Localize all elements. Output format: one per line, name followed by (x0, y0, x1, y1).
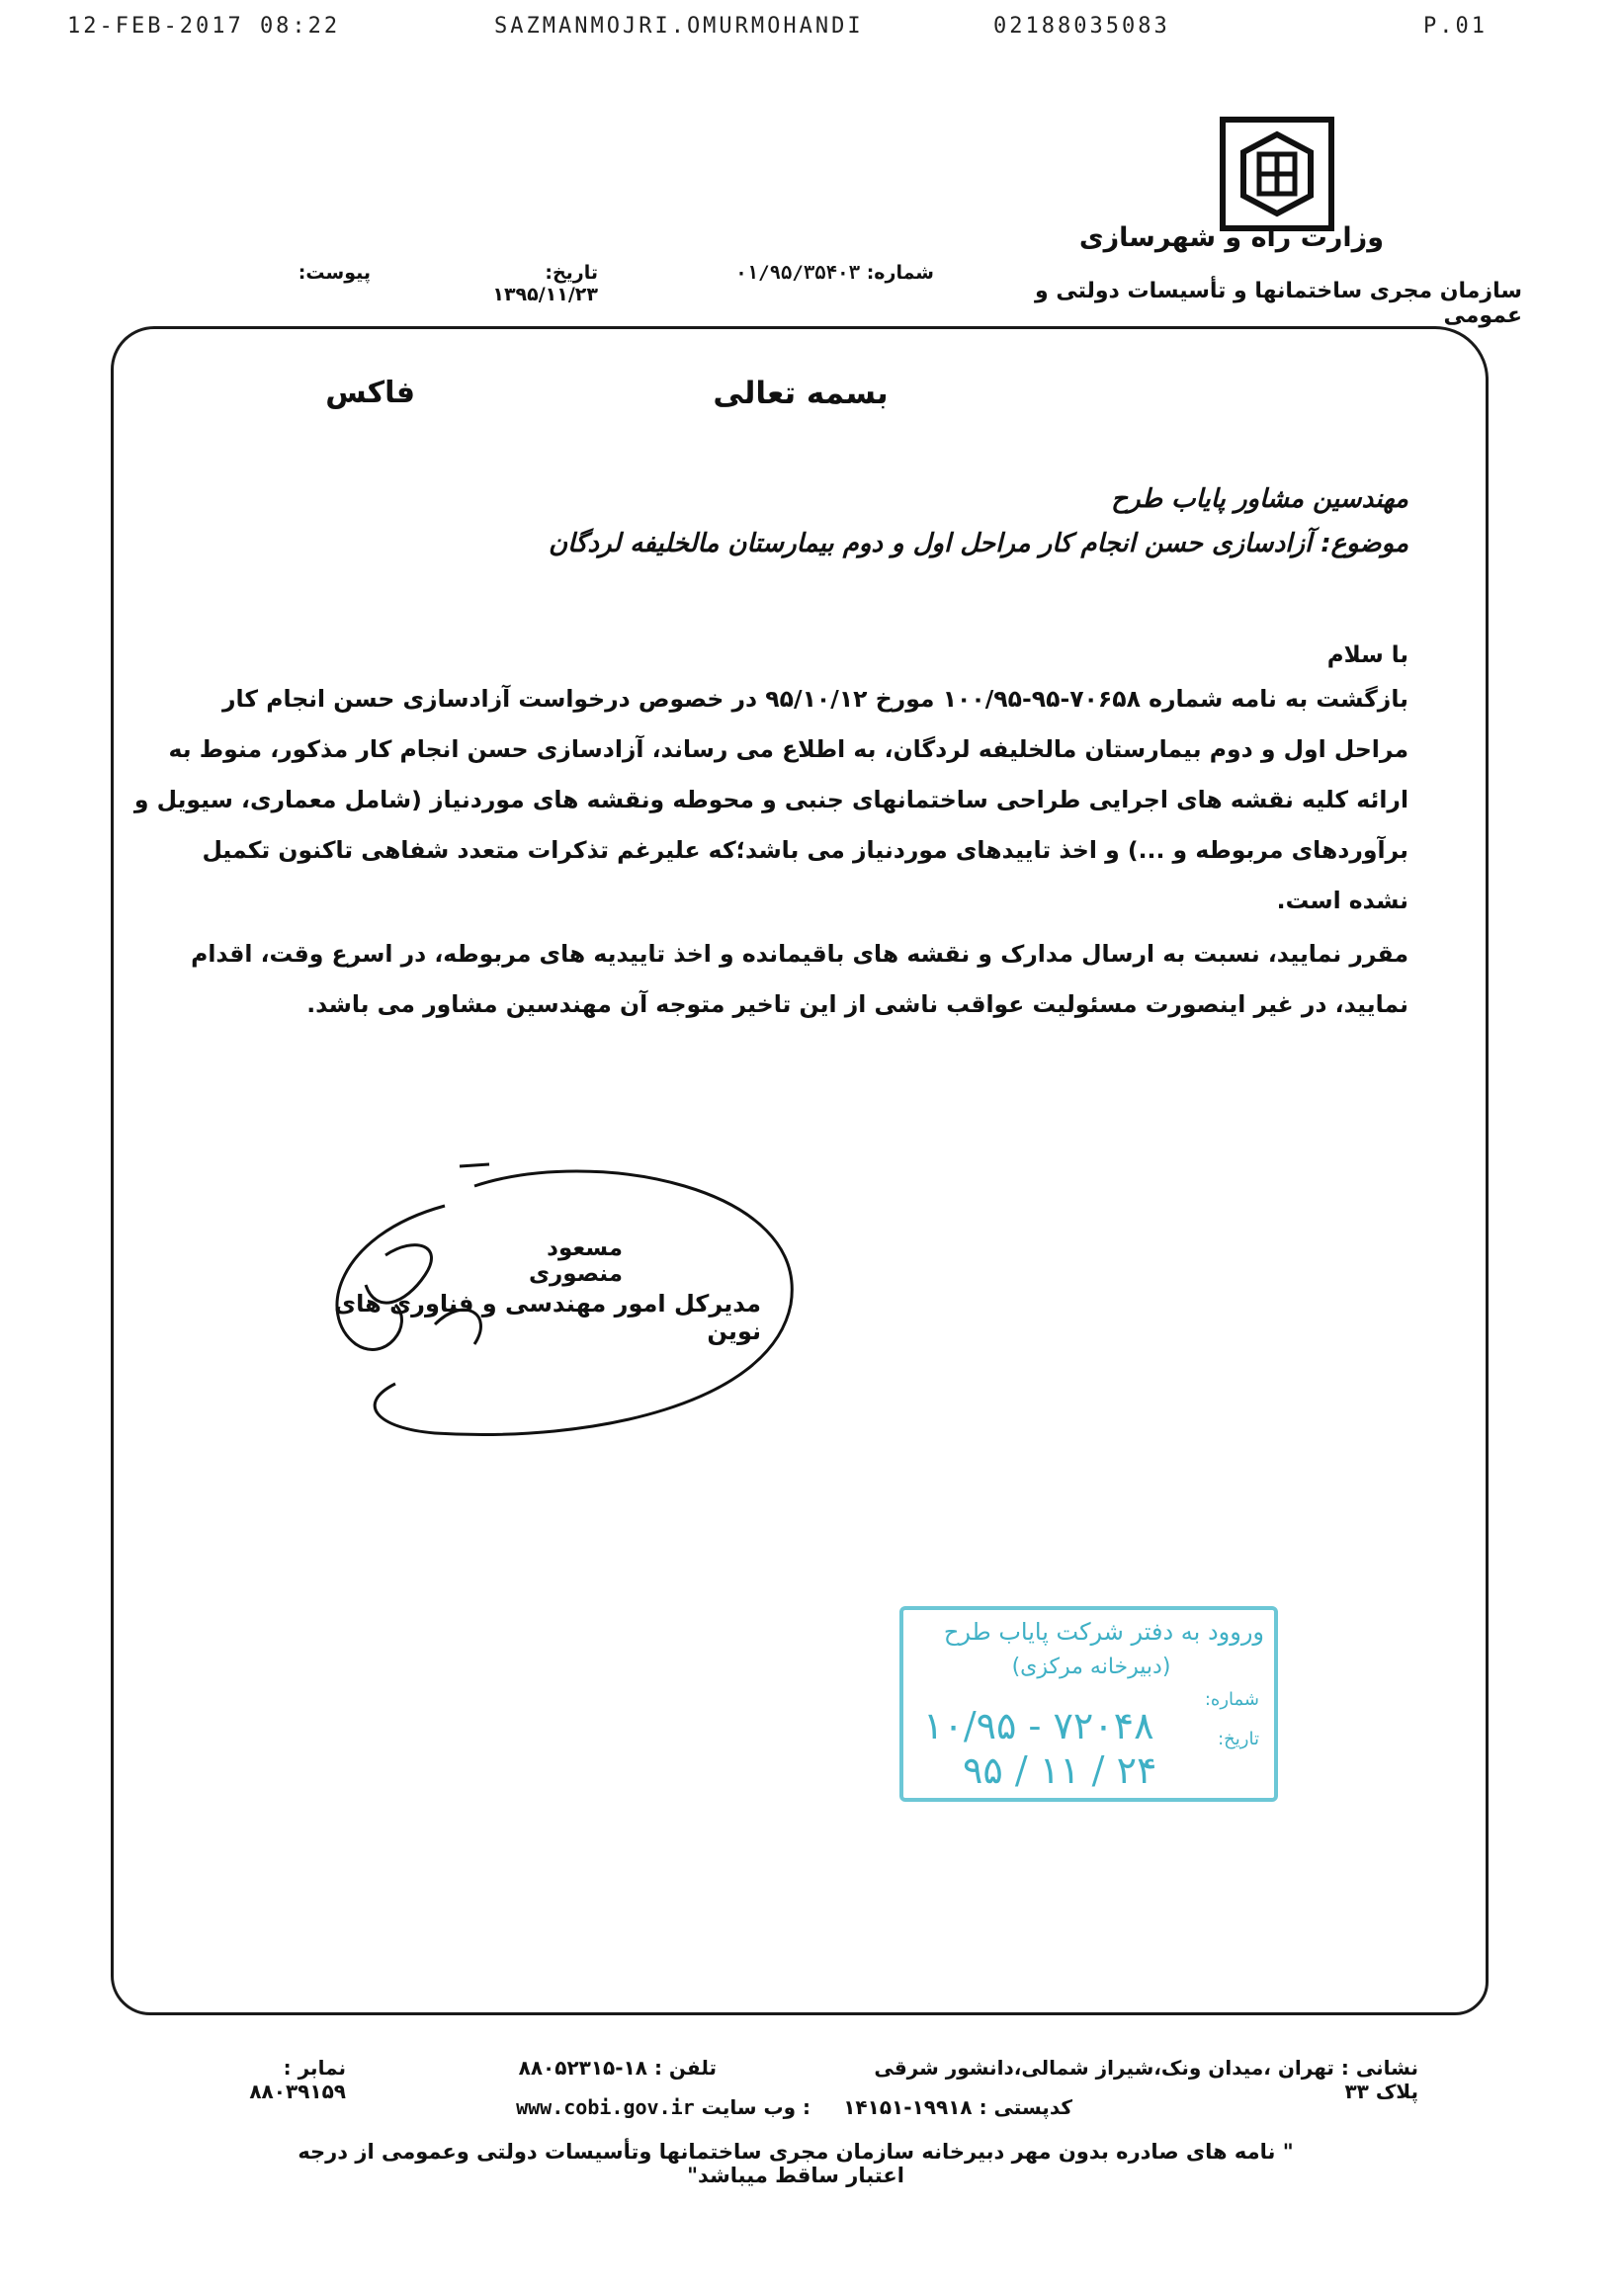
greeting: با سلام (1326, 642, 1408, 668)
postal-label: کدپستی : (979, 2095, 1072, 2119)
stamp-line-1: وروود به دفتر شرکت پایاب طرح (943, 1618, 1264, 1646)
number-value: ۰۱/۹۵/۳۵۴۰۳ (735, 262, 861, 284)
fax-label: فاکس (325, 376, 415, 410)
date-value: ۱۳۹۵/۱۱/۲۳ (492, 284, 598, 305)
number-label: شماره: (866, 262, 934, 284)
addressee: مهندسین مشاور پایاب طرح (1111, 484, 1408, 514)
footer-postal (840, 2095, 1072, 2119)
ministry-logo (1220, 117, 1334, 231)
fax-number-value: ۸۸۰۳۹۱۵۹ (249, 2080, 346, 2103)
fax-phone: 02188035083 (993, 14, 1170, 39)
stamp-number: ۱۰/۹۵ - ۷۲۰۴۸ (923, 1704, 1154, 1747)
paragraph-line: نمایید، در غیر اینصورت مسئولیت عواقب ناشی از این تاخیر متوجه آن مهندسین مشاور می باشد. (306, 990, 1408, 1018)
address-value: تهران ،میدان ونک،شیراز شمالی،دانشور شرقی پلاک ۳۳ (874, 2056, 1418, 2103)
website-value[interactable]: www.cobi.gov.ir (516, 2095, 695, 2119)
paragraph-1 (133, 674, 1408, 926)
received-stamp (899, 1606, 1278, 1802)
address-label: نشانی : (1340, 2056, 1418, 2080)
stamp-date-label: تاریخ: (1218, 1729, 1259, 1749)
letter-date (435, 262, 598, 305)
postal-value: ۱۹۹۱۸-۱۴۱۵۱ (843, 2095, 973, 2119)
stamp-line-2: (دبیرخانه مرکزی) (1011, 1655, 1171, 1679)
footer-disclaimer: " نامه های صادره بدون مهر دبیرخانه سازمان مجری ساختمانها وتأسیسات دولتی وعمومی از درجه اعتبار ساقط میباشد" (298, 2140, 1294, 2187)
paragraph-line: بازگشت به نامه شماره ۷۰۶۵۸-۹۵-۱۰۰/۹۵ مورخ ۹۵/۱۰/۱۲ در خصوص درخواست آزادسازی حسن انجام کار (222, 685, 1408, 713)
stamp-number-label: شماره: (1204, 1689, 1259, 1710)
basmala: بسمه تعالی (713, 376, 889, 411)
stamp-date: ۹۵ / ۱۱ / ۲۴ (963, 1748, 1157, 1792)
paragraph-line: ارائه کلیه نقشه های اجرایی طراحی ساختمانهای جنبی و محوطه ونقشه های موردنیاز (شامل معماری، سیویل و (133, 786, 1408, 813)
fax-datetime: 12-FEB-2017 08:22 (67, 14, 341, 39)
footer-website (514, 2095, 810, 2119)
paragraph-line: برآوردهای مربوطه و ...) و اخذ تاییدهای موردنیاز می باشد؛که علیرغم تذکرات متعدد شفاهی تاکنون تکمیل (202, 836, 1408, 864)
paragraph-line: نشده است. (1276, 887, 1408, 914)
signatory-name: مسعود منصوری (528, 1235, 623, 1287)
paragraph-2 (191, 929, 1408, 1030)
attachment: پیوست: (298, 262, 371, 284)
fax-page: P.01 (1423, 14, 1488, 39)
letter-number (692, 262, 934, 284)
ministry-name: وزارت راه و شهرسازی (1078, 222, 1384, 253)
subject: موضوع: آزادسازی حسن انجام کار مراحل اول و دوم بیمارستان مالخلیفه لردگان (548, 529, 1408, 558)
phone-label: تلفن : (653, 2056, 717, 2080)
fax-number-label: نمابر : (283, 2056, 346, 2080)
date-label: تاریخ: (545, 262, 598, 284)
fax-sender: SAZMANMOJRI.OMURMOHANDI (494, 14, 864, 39)
paragraph-line: مقرر نمایید، نسبت به ارسال مدارک و نقشه های باقیمانده و اخذ تاییدیه های مربوطه، در اسرع وقت، اقدام (191, 940, 1408, 968)
signatory-title: مدیرکل امور مهندسی و فناوری های نوین (334, 1290, 761, 1345)
footer-fax (183, 2056, 346, 2103)
footer-phone (494, 2056, 717, 2080)
organization-name: سازمان مجری ساختمانها و تأسیسات دولتی و عمومی (1035, 279, 1522, 328)
paragraph-line: مراحل اول و دوم بیمارستان مالخلیفه لردگان، به اطلاع می رساند، آزادسازی حسن انجام کار مذکور، منوط به (168, 735, 1408, 763)
phone-value: ۱۸-۸۸۰۵۲۳۱۵ (518, 2056, 647, 2080)
website-label: وب سایت : (701, 2095, 810, 2119)
